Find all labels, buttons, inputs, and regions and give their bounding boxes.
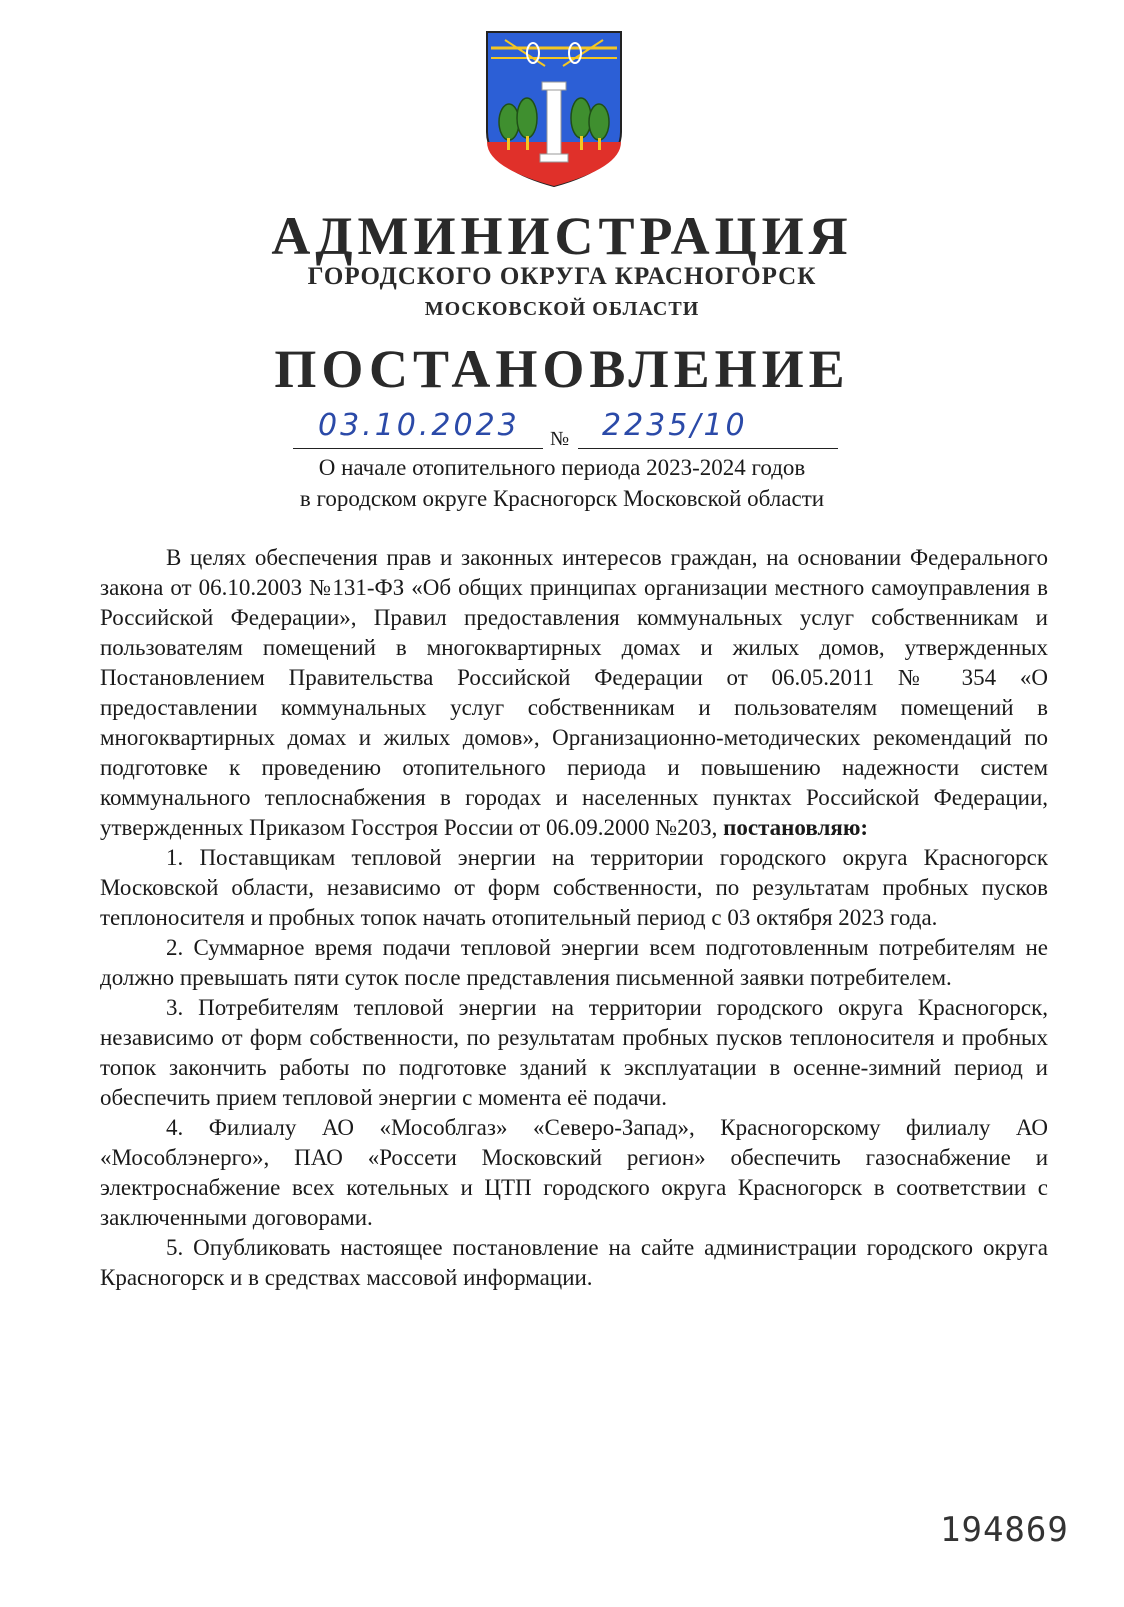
list-item: 1. Поставщикам тепловой энергии на территории городского округа Красногорск Московской области, независимо от форм собственности, по результатам пробных пусков теплоносителя и пробных топок начать отопительный период с 03 октября 2023 года. — [100, 845, 1048, 930]
list-item: 2. Суммарное время подачи тепловой энергии всем подготовленным потребителям не должно превышать пяти суток после представления письменной заявки потребителем. — [100, 935, 1048, 990]
document-number: 2235/10 — [602, 408, 748, 443]
list-item: 4. Филиалу АО «Мособлгаз» «Северо-Запад», Красногорскому филиалу АО «Мособлэнерго», ПАО «Россети Московский регион» обеспечить газоснабжение и электроснабжение всех котельных и ЦТП городского округа Красногорск в соответствии с заключенными договорами. — [100, 1115, 1048, 1230]
coat-of-arms-icon — [485, 30, 623, 188]
document-date: 03.10.2023 — [318, 408, 520, 443]
list-item: 5. Опубликовать настоящее постановление на сайте администрации городского округа Красногорск и в средствах массовой информации. — [100, 1235, 1048, 1290]
preamble-paragraph — [100, 543, 1048, 843]
number-sign: № — [550, 428, 570, 450]
region-subtitle: МОСКОВСКОЙ ОБЛАСТИ — [424, 298, 700, 320]
administration-title: АДМИНИСТРАЦИЯ — [271, 206, 853, 266]
subject-line-2: в городском округе Красногорск Московской области — [299, 486, 825, 511]
document-code: 194869 — [940, 1510, 1069, 1550]
list-item: 3. Потребителям тепловой энергии на территории городского округа Красногорск, независимо от форм собственности, по результатам пробных пусков теплоносителя и пробных топок закончить работы по подготовке зданий к эксплуатации в осенне-зимний период и обеспечить прием тепловой энергии с момента её подачи. — [100, 995, 1048, 1110]
number-underline — [578, 448, 838, 449]
preamble-text: В целях обеспечения прав и законных интересов граждан, на основании Федерального закона от 06.10.2003 №131-ФЗ «Об общих принципах организации местного самоуправления в Российской Федерации», Правил предоставления коммунальных услуг собственникам и пользователям помещений в многоквартирных домах и жилых домов, утвержденных Постановлением Правительства Российской Федерации от 06.05.2011 № 354 «О предоставлении коммунальных услуг собственникам и пользователям помещений в многоквартирных домах и жилых домов», Организационно-методических рекомендаций по подготовке к проведению отопительного периода и повышению надежности систем коммунального теплоснабжения в городах и населенных пунктах Российской Федерации, утвержденных Приказом Госстроя России от 06.09.2000 №203, — [100, 545, 1048, 840]
date-underline — [293, 448, 543, 449]
subject-line-1: О начале отопительного периода 2023-2024 годов — [318, 455, 806, 480]
okrug-subtitle: ГОРОДСКОГО ОКРУГА КРАСНОГОРСК — [307, 263, 817, 290]
document-subject — [0, 452, 1124, 514]
document-type-title: ПОСТАНОВЛЕНИЕ — [274, 339, 850, 399]
decision-word: постановляю: — [723, 815, 869, 840]
document-body — [100, 543, 1048, 1293]
